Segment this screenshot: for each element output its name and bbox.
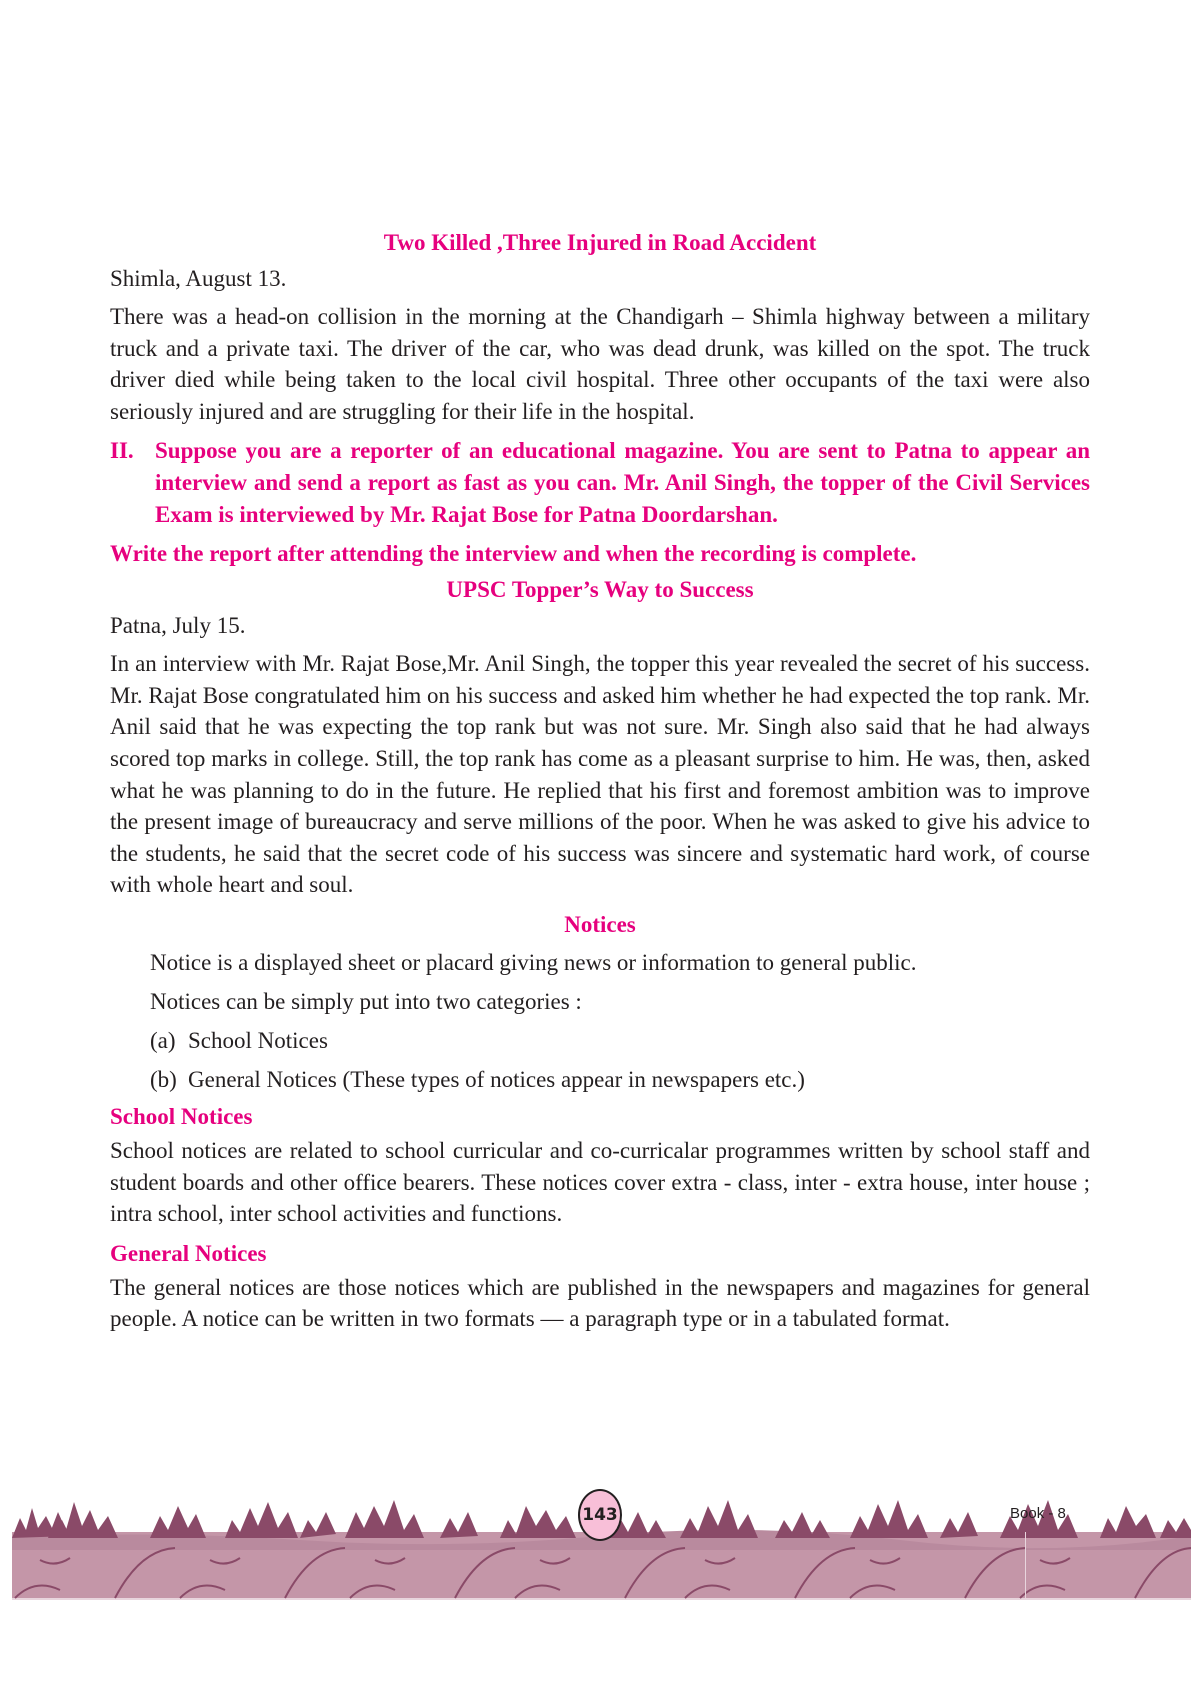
article1-headline: Two Killed ,Three Injured in Road Accident xyxy=(383,230,817,255)
category-text: School Notices xyxy=(188,1027,328,1053)
school-notices-heading: School Notices xyxy=(110,1103,253,1129)
page-content xyxy=(110,225,1090,1335)
question-text: Suppose you are a reporter of an educational magazine. You are sent to Patna to appear an interview and send a report as fast as you can. Mr. Anil Singh, the topper of the Civil Services Exam is interviewed by Mr. Rajat Bose for Patna Doordarshan. xyxy=(155,438,1090,527)
article2-headline: UPSC Topper’s Way to Success xyxy=(446,577,754,603)
school-notices-body: School notices are related to school curricular and co-curricalar programmes written by school staff and student boards and other office bearers. These notices cover extra - class, inter - extra house, inter house ; intra school, inter school activities and functions. xyxy=(110,1137,1090,1227)
article2-dateline: Patna, July 15. xyxy=(110,613,246,639)
notices-categories-intro: Notices can be simply put into two categories : xyxy=(150,988,582,1014)
notice-category-item xyxy=(110,1021,1090,1060)
notice-category-item xyxy=(110,1060,1090,1099)
general-notices-heading: General Notices xyxy=(110,1240,267,1266)
page-number: 143 xyxy=(582,1505,618,1525)
category-text: General Notices (These types of notices appear in newspapers etc.) xyxy=(188,1066,805,1092)
article1-body: There was a head-on collision in the morning at the Chandigarh – Shimla highway between a military truck and a private taxi. The driver of the car, who was dead drunk, was killed on the spot. The truck driver died while being taken to the local civil hospital. Three other occupants of the taxi were also seriously injured and are struggling for their life in the hospital. xyxy=(110,304,1090,424)
category-label: (a) xyxy=(150,1027,176,1053)
article1-dateline: Shimla, August 13. xyxy=(110,266,287,291)
book-label: Book - 8 xyxy=(1010,1505,1066,1522)
article2-body: In an interview with Mr. Rajat Bose,Mr. Anil Singh, the topper this year revealed the secret of his success. Mr. Rajat Bose congratulated him on his success and asked him whether he had expected the top rank. Mr. Anil said that he was expecting the top rank but was not sure. Mr. Singh also said that he had always scored top marks in college. Still, the top rank has come as a pleasant surprise to him. He was, then, asked what he was planning to do in the future. He replied that his first and foremost ambition was to improve the present image of bureaucracy and serve millions of the poor. When he was asked to give his advice to the students, he said that the secret code of his success was sincere and systematic hard work, of course with whole heart and soul. xyxy=(110,651,1090,898)
question-instruction: Write the report after attending the interview and when the recording is complete. xyxy=(110,541,917,567)
category-label: (b) xyxy=(150,1066,177,1092)
page-number-badge xyxy=(578,1489,622,1541)
question-number: II. xyxy=(110,438,134,464)
question-block xyxy=(110,435,1090,530)
notices-heading: Notices xyxy=(564,911,636,937)
notices-definition: Notice is a displayed sheet or placard giving news or information to general public. xyxy=(150,949,917,975)
general-notices-body: The general notices are those notices which are published in the newspapers and magazines for general people. A notice can be written in two formats — a paragraph type or in a tabulated format. xyxy=(110,1274,1090,1332)
